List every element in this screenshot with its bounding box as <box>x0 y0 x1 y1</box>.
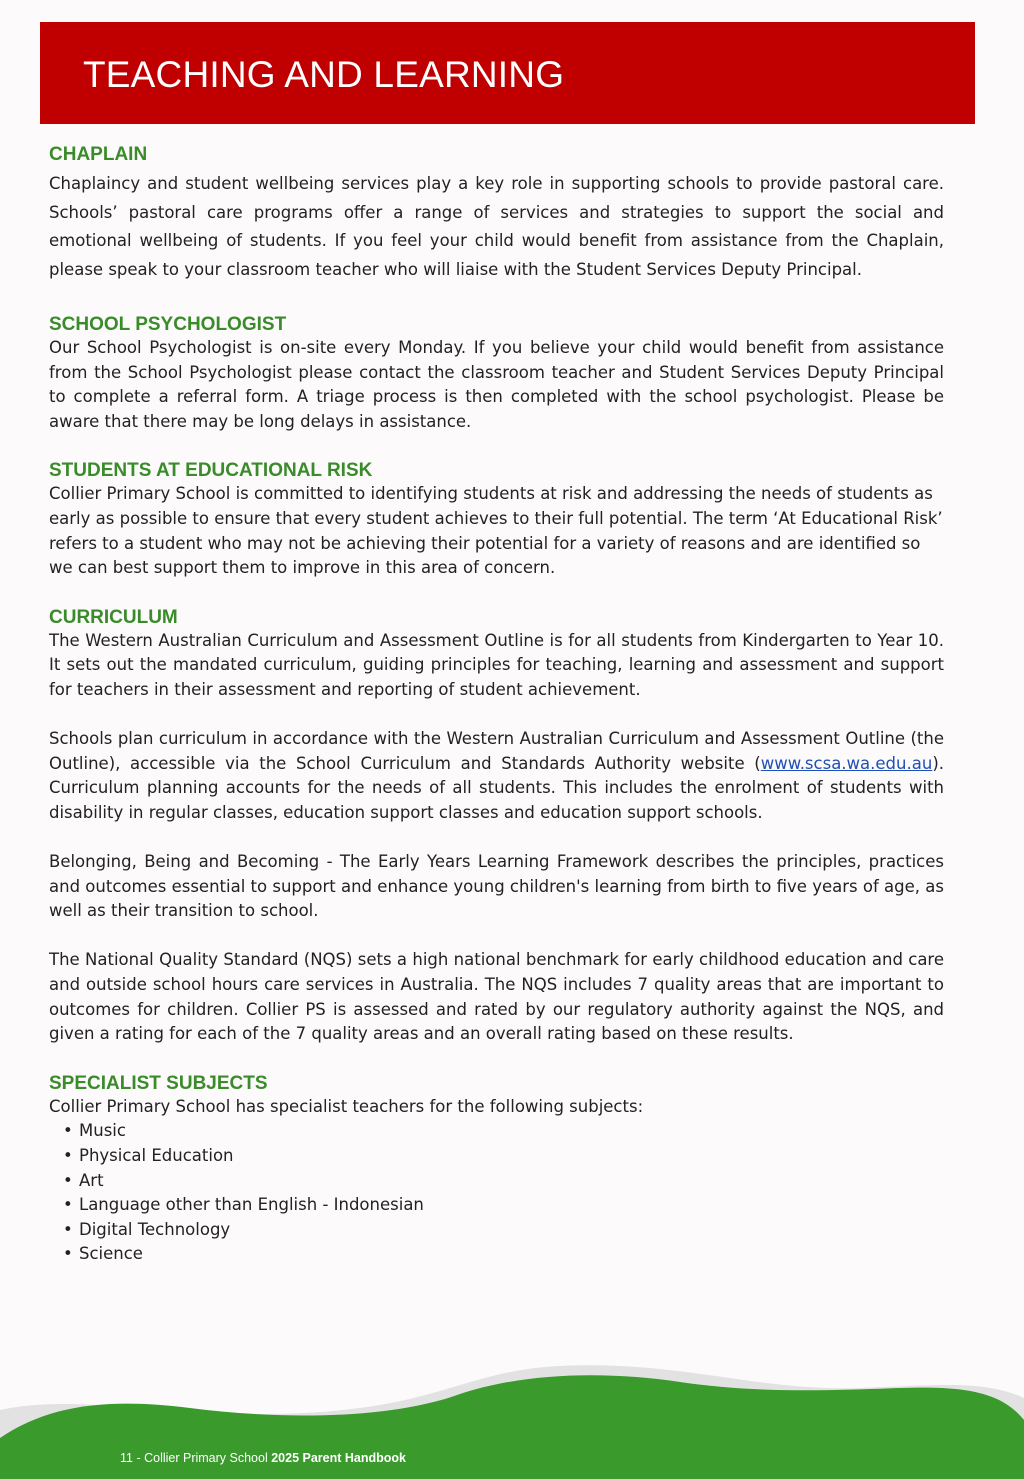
chaplain-heading: CHAPLAIN <box>49 144 148 165</box>
curriculum-paragraph-1: The Western Australian Curriculum and Assessment Outline is for all students from Kindergarten to Year 10. It sets out the mandated curriculum, guiding principles for teaching, learning and assessment and support for teachers in their assessment and reporting of student achievement. <box>49 630 944 699</box>
scsa-website-link[interactable]: www.scsa.wa.edu.au <box>760 753 933 773</box>
psychologist-heading: SCHOOL PSYCHOLOGIST <box>49 314 287 335</box>
specialist-section <box>49 1073 944 1267</box>
risk-text: Collier Primary School is committed to identifying students at risk and addressing the needs of students as early as possible to ensure that every student achieves to their full potential. The term ‘At Educational Risk’ refers to a student who may not be achieving their potential for a variety of reasons and are identified so we can best support them to improve in this area of concern. <box>49 484 943 578</box>
curriculum-section <box>49 607 944 1047</box>
list-item: • Digital Technology <box>63 1218 944 1243</box>
psychologist-text: Our School Psychologist is on-site every Monday. If you believe your child would benefit from assistance from the School Psychologist please contact the classroom teacher and Student Services Deputy Principal to complete a referral form. A triage process is then completed with the school psychologist. Please be aware that there may be long delays in assistance. <box>49 338 944 431</box>
footer-caption <box>120 1451 406 1465</box>
curriculum-paragraph-3: Belonging, Being and Becoming - The Early Years Learning Framework describes the principles, practices and outcomes essential to support and enhance young children's learning from birth to five years of age, as well as their transition to school. <box>49 852 944 921</box>
curriculum-heading: CURRICULUM <box>49 606 178 628</box>
curriculum-p2-start: Schools plan curriculum in accordance with the Western Australian Curriculum and Assessment Outline (the Outline), accessible via the School Curriculum and Standards Authority website ( <box>49 729 944 773</box>
curriculum-paragraph-2 <box>49 727 944 825</box>
psychologist-section <box>49 314 944 434</box>
specialist-heading: SPECIALIST SUBJECTS <box>49 1072 268 1094</box>
list-item: • Art <box>63 1169 944 1194</box>
list-item: • Physical Education <box>63 1144 944 1169</box>
specialist-intro: Collier Primary School has specialist teachers for the following subjects: <box>49 1096 644 1116</box>
chaplain-text: Chaplaincy and student wellbeing services play a key role in supporting schools to provide pastoral care. Schools’ pastoral care programs offer a range of services and strategies to support the social and emotional wellbeing of students. If you feel your child would benefit from assistance from the Chaplain, please speak to your classroom teacher who will liaise with the Student Services Deputy Principal. <box>49 174 944 279</box>
curriculum-paragraph-4: The National Quality Standard (NQS) sets a high national benchmark for early childhood education and care and outside school hours care services in Australia. The NQS includes 7 quality areas that are important to outcomes for children. Collier PS is assessed and rated by our regulatory authority against the NQS, and given a rating for each of the 7 quality areas and an overall rating based on these results. <box>49 950 944 1044</box>
risk-heading: STUDENTS AT EDUCATIONAL RISK <box>49 460 373 482</box>
list-item: • Science <box>63 1242 944 1267</box>
page-title: TEACHING AND LEARNING <box>83 54 565 95</box>
page-banner <box>40 22 975 124</box>
curriculum-p2-end: ). Curriculum planning accounts for the needs of all students. This includes the enrolment of students with disability in regular classes, education support classes and education support schools. <box>49 753 944 822</box>
specialist-list <box>49 1119 944 1267</box>
footer-page-school: 11 - Collier Primary School <box>120 1451 268 1465</box>
list-item: • Language other than English - Indonesian <box>63 1193 944 1218</box>
list-item: • Music <box>63 1119 944 1144</box>
footer-handbook: 2025 Parent Handbook <box>271 1451 406 1465</box>
risk-section <box>49 460 944 580</box>
main-content <box>49 144 944 1267</box>
chaplain-section <box>49 144 944 284</box>
